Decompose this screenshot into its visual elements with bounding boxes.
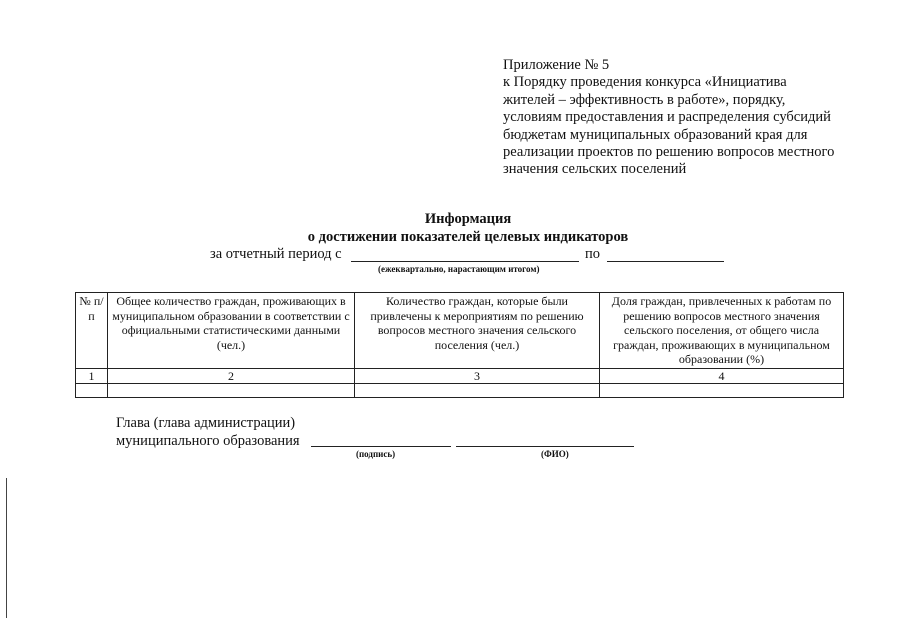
table-cell xyxy=(108,384,355,398)
table-row xyxy=(76,384,844,398)
indicators-table xyxy=(75,292,844,398)
signature-title-line2: муниципального образования xyxy=(116,432,300,449)
period-from-line xyxy=(351,261,579,262)
name-line xyxy=(456,446,634,447)
period-to-line xyxy=(607,261,724,262)
appendix-line: к Порядку проведения конкурса «Инициатива xyxy=(503,74,787,91)
table-cell xyxy=(76,384,108,398)
table-cell xyxy=(355,384,600,398)
column-header-number: № п/п xyxy=(76,293,108,369)
period-to-label: по xyxy=(585,246,601,262)
table-header-row xyxy=(76,293,844,369)
appendix-line: условиям предоставления и распределения субсидий xyxy=(503,109,831,126)
column-number: 4 xyxy=(600,369,844,384)
period-prefix: за отчетный период с xyxy=(210,246,342,262)
table-row xyxy=(76,369,844,384)
signature-title-line1: Глава (глава администрации) xyxy=(116,415,296,431)
column-number: 2 xyxy=(108,369,355,384)
signature-label: (подпись) xyxy=(356,449,396,459)
column-number: 3 xyxy=(355,369,600,384)
column-header-involved-citizens: Количество граждан, которые были привлечены к мероприятиям по решению вопросов местного значения сельского поселения (чел.) xyxy=(355,293,600,369)
document-title: Информация xyxy=(424,211,512,227)
table-cell xyxy=(600,384,844,398)
scan-edge-line xyxy=(6,478,7,618)
appendix-line: жителей – эффективность в работе», порядку, xyxy=(503,91,786,108)
name-label: (ФИО) xyxy=(541,449,569,459)
document-subtitle: о достижении показателей целевых индикаторов xyxy=(307,229,629,245)
period-note: (ежеквартально, нарастающим итогом) xyxy=(378,264,540,274)
appendix-line: значения сельских поселений xyxy=(503,161,687,178)
appendix-line: реализации проектов по решению вопросов местного xyxy=(503,144,835,161)
appendix-line: бюджетам муниципальных образований края для xyxy=(503,126,808,143)
appendix-block xyxy=(503,57,873,179)
column-header-total-citizens: Общее количество граждан, проживающих в муниципальном образовании в соответствии с официальными статистическими данными (чел.) xyxy=(108,293,355,369)
signature-line xyxy=(311,446,451,447)
appendix-line: Приложение № 5 xyxy=(503,57,610,73)
signature-block xyxy=(116,415,300,450)
column-number: 1 xyxy=(76,369,108,384)
column-header-share-percent: Доля граждан, привлеченных к работам по решению вопросов местного значения сельского поселения, от общего числа граждан, проживающих в муниципальном образовании (%) xyxy=(600,293,844,369)
